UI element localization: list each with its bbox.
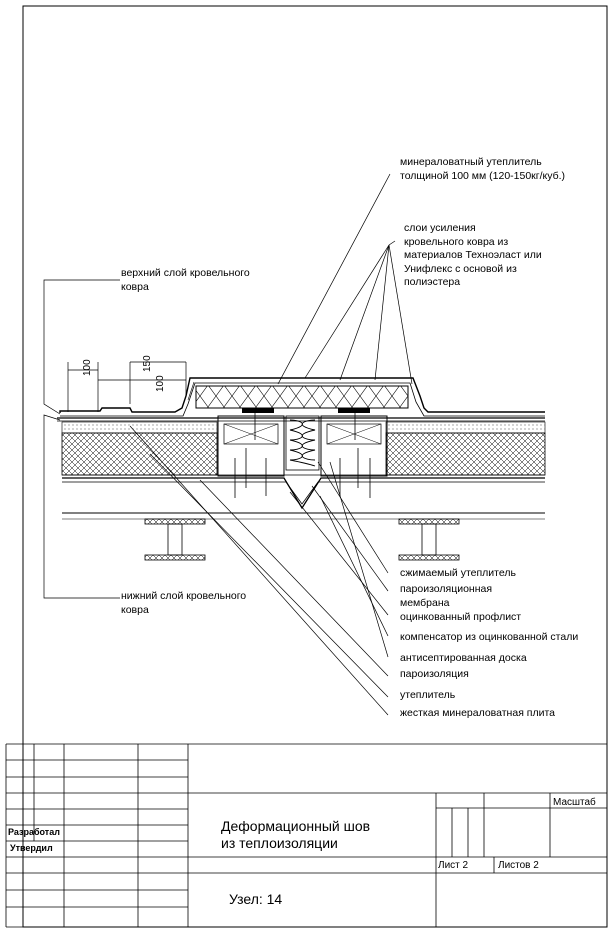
label-rigid-plate: жесткая минераловатная плита [400, 707, 556, 719]
title-block-sheet: Лист 2 [438, 860, 469, 871]
dimension-100-b: 100 [155, 375, 166, 392]
label-vapor-membrane: пароизоляционная мембрана [400, 583, 493, 609]
title-block-approved: Утвердил [10, 843, 53, 853]
node-number: Узел: 14 [229, 891, 283, 907]
title-block-developed: Разработал [8, 827, 60, 837]
label-vapor-barrier: пароизоляция [400, 668, 469, 680]
title-block-sheets: Листов 2 [498, 860, 539, 871]
label-compressible-insulation: сжимаемый утеплитель [400, 567, 516, 579]
label-top-layer: верхний слой кровельного ковра [121, 267, 250, 293]
label-antiseptic-board: антисептированная доска [400, 652, 527, 664]
drawing-title: Деформационный шов из теплоизоляции [221, 818, 371, 851]
dimension-150: 150 [142, 355, 153, 372]
roof-section [57, 378, 545, 560]
label-reinforcement: слои усиления кровельного ковра из материалов Техноэласт или Унифлекс с основой из полиэстера [404, 222, 542, 288]
label-compensator: компенсатор из оцинкованной стали [400, 631, 579, 643]
label-bottom-layer: нижний слой кровельного ковра [121, 590, 247, 616]
dimension-100-a: 100 [82, 359, 93, 376]
label-profiled-sheet: оцинкованный профлист [400, 611, 522, 623]
label-insulation: утеплитель [400, 689, 456, 701]
title-block-scale: Масштаб [553, 797, 596, 808]
label-mineral-wool: минераловатный утеплитель толщиной 100 мм (120-150кг/куб.) [400, 156, 566, 182]
